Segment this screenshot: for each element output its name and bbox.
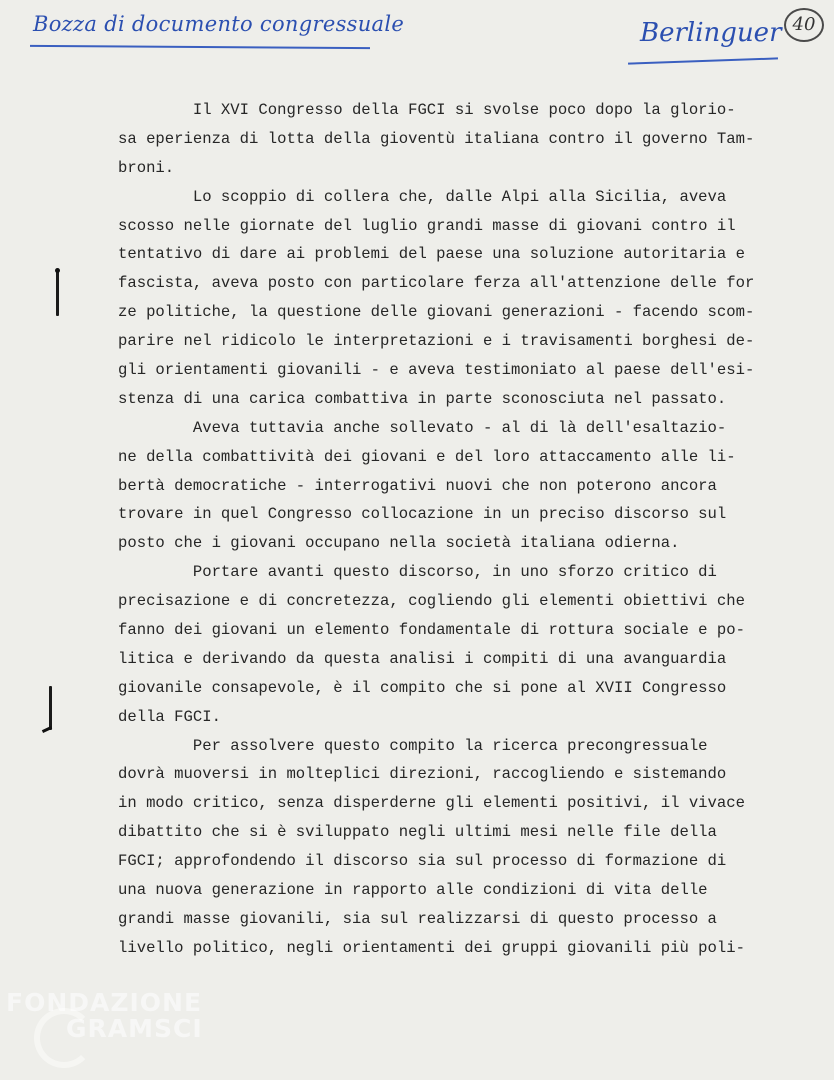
text-line: in modo critico, senza disperderne gli elementi positivi, il vivace [118,794,745,813]
title-underline [30,45,370,49]
text-line: ne della combattività dei giovani e del loro attaccamento alle li- [118,447,736,466]
text-line: fascista, aveva posto con particolare ferza all'attenzione delle for [118,274,755,293]
text-line: parire nel ridicolo le interpretazioni e i travisamenti borghesi de- [118,332,755,351]
text-line: stenza di una carica combattiva in parte sconosciuta nel passato. [118,389,727,408]
text-line: Il XVI Congresso della FGCI si svolse poco dopo la glorio- [118,101,736,119]
text-line: Portare avanti questo discorso, in uno sforzo critico di [118,563,717,582]
margin-mark-dot [55,268,60,273]
text-line: una nuova generazione in rapporto alle condizioni di vita delle [118,881,708,900]
text-line: giovanile consapevole, è il compito che si pone al XVII Congresso [118,678,727,697]
text-line: grandi masse giovanili, sia sul realizzarsi di questo processo a [118,909,717,928]
text-line: tentativo di dare ai problemi del paese una soluzione autoritaria e [118,245,745,264]
handwritten-title: Bozza di documento congressuale [33,12,405,36]
text-line: dovrà muoversi in molteplici direzioni, raccogliendo e sistemando [118,765,727,784]
margin-mark [49,686,52,730]
watermark-line2: GRAMSCI [66,1014,203,1043]
text-line: precisazione e di concretezza, cogliendo gli elementi obiettivi che [118,592,745,611]
handwritten-name: Berlinguer [640,18,782,48]
text-line: fanno dei giovani un elemento fondamentale di rottura sociale e po- [118,621,745,640]
text-line: ze politiche, la questione delle giovani generazioni - facendo scom- [118,303,755,322]
text-line: bertà democratiche - interrogativi nuovi che non poterono ancora [118,476,717,495]
text-line: Per assolvere questo compito la ricerca precongressuale [118,736,708,755]
text-line: gli orientamenti giovanili - e aveva testimoniato al paese dell'esi- [118,361,755,380]
text-line: litica e derivando da questa analisi i compiti di una avanguardia [118,649,727,668]
text-line: scosso nelle giornate del luglio grandi masse di giovani contro il [118,216,736,235]
text-line: della FGCI. [118,707,221,726]
text-line: sa eperienza di lotta della gioventù italiana contro il governo Tam- [118,129,755,148]
text-line: broni. [118,158,175,177]
typed-body-text [118,96,798,963]
text-line: Lo scoppio di collera che, dalle Alpi alla Sicilia, aveva [118,187,727,206]
text-line: livello politico, negli orientamenti dei gruppi giovanili più poli- [118,938,745,957]
text-line: FGCI; approfondendo il discorso sia sul processo di formazione di [118,852,727,871]
text-line: dibattito che si è sviluppato negli ultimi mesi nelle file della [118,823,717,842]
text-line: Aveva tuttavia anche sollevato - al di là dell'esaltazio- [118,418,727,437]
fondazione-gramsci-watermark [6,988,236,1068]
name-underline [628,57,778,64]
margin-mark [56,270,59,316]
text-line: posto che i giovani occupano nella società italiana odierna. [118,534,680,553]
watermark-line1: FONDAZIONE [6,988,203,1017]
page-number: 40 [784,8,824,42]
text-line: trovare in quel Congresso collocazione in un preciso discorso sul [118,505,727,524]
